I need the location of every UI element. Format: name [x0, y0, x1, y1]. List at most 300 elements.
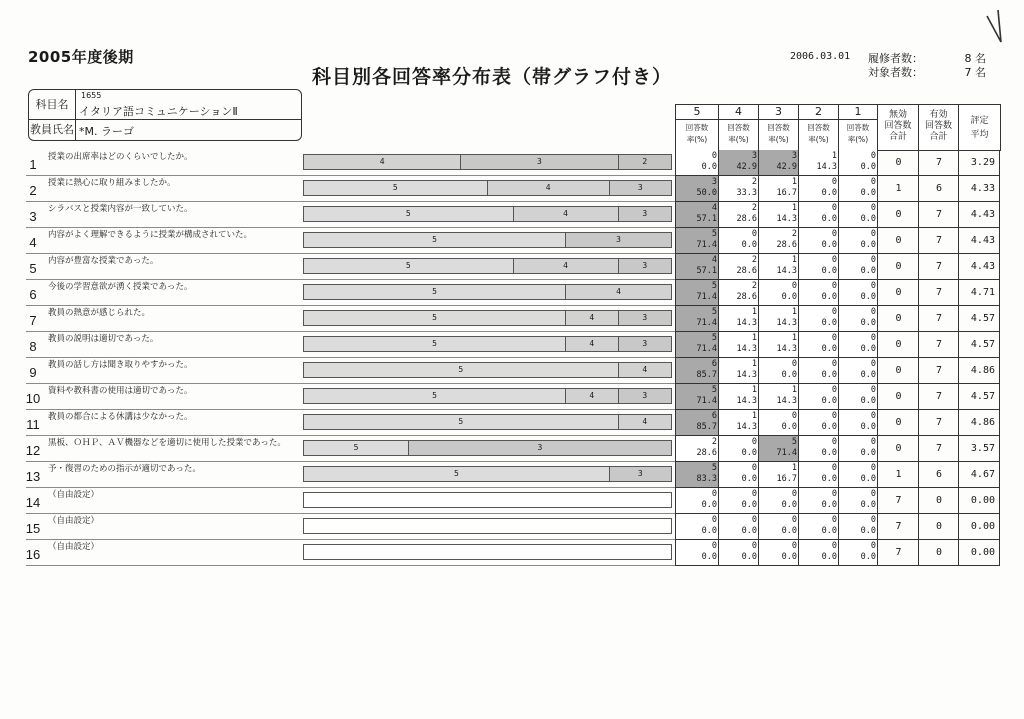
invalid-total: 0: [877, 436, 919, 462]
cell-score-1: [838, 436, 878, 462]
question-row: [26, 462, 676, 488]
invalid-total: 0: [877, 332, 919, 358]
rating-average: 4.57: [958, 332, 1000, 358]
response-rate: 0.0: [821, 500, 837, 510]
cell-score-3: [758, 254, 799, 280]
question-number: 9: [29, 365, 37, 380]
question-number: 12: [25, 443, 41, 458]
response-count: 3: [711, 177, 717, 187]
bar-segment-score-5: 5: [304, 285, 566, 299]
bar-segment-score-5: 5: [304, 337, 566, 351]
rate-label: 率(%): [728, 135, 749, 144]
cell-score-3: [758, 228, 799, 254]
response-count: 0: [791, 281, 797, 291]
question-row: [26, 280, 676, 306]
cell-score-5: [675, 254, 719, 280]
cell-score-2: [798, 410, 839, 436]
report-date: 2006.03.01: [790, 51, 851, 62]
response-count: 0: [870, 515, 876, 525]
valid-total: 0: [918, 488, 959, 514]
cell-score-2: [798, 436, 839, 462]
term-label: 2005年度後期: [28, 48, 134, 66]
cell-score-1: [838, 384, 878, 410]
invalid-total: 7: [877, 488, 919, 514]
question-number: 2: [29, 183, 37, 198]
cell-score-3: [758, 410, 799, 436]
cell-score-1: [838, 254, 878, 280]
response-count: 1: [751, 385, 757, 395]
column-header-rating: [958, 104, 1001, 151]
response-rate: 0.0: [860, 552, 876, 562]
cell-score-3: [758, 332, 799, 358]
response-count: 2: [751, 177, 757, 187]
question-number: 5: [29, 261, 37, 276]
cell-score-5: [675, 280, 719, 306]
response-rate: 85.7: [696, 422, 717, 432]
response-count: 5: [711, 333, 717, 343]
column-sub-label: [759, 120, 798, 146]
bar-segment-score-5: 5: [304, 181, 488, 195]
stacked-bar: [303, 336, 672, 352]
response-rate: 14.3: [776, 396, 797, 406]
response-rate: 14.3: [736, 370, 757, 380]
cell-score-4: [718, 228, 759, 254]
question-row: [26, 202, 676, 228]
question-text: 今後の学習意欲が湧く授業であった。: [48, 282, 193, 292]
valid-total: 7: [918, 358, 959, 384]
response-count: 5: [711, 229, 717, 239]
bar-segment-score-3: 3: [610, 181, 671, 195]
question-row: [26, 332, 676, 358]
cell-score-2: [798, 514, 839, 540]
question-text: 教員の話し方は聞き取りやすかった。: [48, 360, 193, 370]
response-count: 0: [711, 151, 717, 161]
response-count: 0: [791, 359, 797, 369]
count-label: 回答数: [807, 123, 830, 132]
question-text: 内容がよく理解できるように授業が構成されていた。: [48, 230, 253, 240]
response-rate: 14.3: [776, 318, 797, 328]
cell-score-5: [675, 488, 719, 514]
response-rate: 14.3: [776, 266, 797, 276]
question-number: 13: [25, 469, 41, 484]
response-rate: 0.0: [741, 552, 757, 562]
response-count: 0: [870, 255, 876, 265]
teacher-name: *M. ラーゴ: [79, 125, 134, 138]
stacked-bar: [303, 544, 672, 560]
response-count: 0: [791, 515, 797, 525]
question-row: [26, 410, 676, 436]
rating-average: 4.43: [958, 254, 1000, 280]
row-divider: [26, 565, 675, 566]
stacked-bar: [303, 258, 672, 274]
bar-segment-score-4: 4: [566, 311, 618, 325]
stacked-bar: [303, 206, 672, 222]
response-count: 1: [791, 255, 797, 265]
response-count: 4: [711, 255, 717, 265]
invalid-total: 0: [877, 254, 919, 280]
response-rate: 0.0: [860, 318, 876, 328]
response-count: 4: [711, 203, 717, 213]
response-count: 2: [791, 229, 797, 239]
stacked-bar: [303, 362, 672, 378]
bar-segment-score-3: 3: [619, 389, 671, 403]
rating-average: 4.43: [958, 202, 1000, 228]
rating-average: 4.57: [958, 306, 1000, 332]
response-rate: 28.6: [736, 292, 757, 302]
valid-total: 6: [918, 462, 959, 488]
cell-score-4: [718, 358, 759, 384]
invalid-total: 0: [877, 228, 919, 254]
bar-segment-score-5: 5: [304, 259, 514, 273]
header-line: 有効: [929, 110, 948, 120]
response-count: 0: [711, 541, 717, 551]
response-count: 0: [791, 411, 797, 421]
cell-score-3: [758, 150, 799, 176]
response-count: 0: [870, 281, 876, 291]
question-row: [26, 514, 676, 540]
response-rate: 0.0: [741, 474, 757, 484]
response-rate: 71.4: [696, 396, 717, 406]
question-text: 教員の都合による休講は少なかった。: [48, 412, 193, 422]
count-label: 回答数: [846, 123, 870, 132]
response-count: 0: [870, 385, 876, 395]
response-rate: 16.7: [776, 188, 797, 198]
valid-total: 7: [918, 384, 959, 410]
cell-score-5: [675, 462, 719, 488]
cell-score-3: [758, 202, 799, 228]
cell-score-2: [798, 358, 839, 384]
column-sub-label: [719, 120, 758, 146]
column-header-score-1: [838, 104, 878, 151]
response-count: 0: [751, 229, 757, 239]
question-text: 黒板、ＯＨＰ、ＡＶ機器などを適切に使用した授業であった。: [48, 438, 286, 448]
response-rate: 0.0: [741, 526, 757, 536]
bar-segment-score-4: 4: [619, 415, 671, 429]
count-label: 回答数: [685, 123, 709, 132]
response-rate: 0.0: [821, 422, 837, 432]
invalid-total: 1: [877, 462, 919, 488]
response-count: 0: [831, 307, 837, 317]
cell-score-5: [675, 228, 719, 254]
table-bottom-border: [675, 565, 1000, 566]
invalid-total: 7: [877, 514, 919, 540]
invalid-total: 0: [877, 202, 919, 228]
response-count: 0: [831, 255, 837, 265]
response-count: 5: [711, 281, 717, 291]
score-label: 4: [719, 105, 758, 120]
response-rate: 0.0: [821, 474, 837, 484]
question-text: 授業の出席率はどのくらいでしたか。: [48, 152, 193, 162]
invalid-total: 0: [877, 150, 919, 176]
question-text: 授業に熱心に取り組みましたか。: [48, 178, 176, 188]
response-count: 0: [751, 437, 757, 447]
cell-score-5: [675, 540, 719, 566]
column-header-score-5: [675, 104, 719, 151]
cell-score-5: [675, 150, 719, 176]
question-number: 1: [29, 157, 37, 172]
cell-score-2: [798, 540, 839, 566]
score-label: 2: [799, 105, 838, 120]
response-rate: 0.0: [860, 526, 876, 536]
response-count: 2: [711, 437, 717, 447]
column-header-score-4: [718, 104, 759, 151]
response-rate: 0.0: [701, 552, 717, 562]
response-rate: 71.4: [696, 344, 717, 354]
question-row: [26, 254, 676, 280]
response-rate: 14.3: [776, 344, 797, 354]
response-rate: 14.3: [736, 422, 757, 432]
question-row: [26, 176, 676, 202]
cell-score-3: [758, 384, 799, 410]
response-rate: 14.3: [736, 396, 757, 406]
rating-average: 4.86: [958, 358, 1000, 384]
question-row: [26, 150, 676, 176]
question-number: 14: [25, 495, 41, 510]
valid-total: 0: [918, 514, 959, 540]
response-count: 0: [870, 437, 876, 447]
response-count: 0: [831, 411, 837, 421]
response-count: 1: [751, 307, 757, 317]
bar-segment-score-3: 3: [619, 311, 671, 325]
response-rate: 71.4: [696, 318, 717, 328]
response-rate: 0.0: [860, 422, 876, 432]
response-count: 2: [751, 281, 757, 291]
cell-score-2: [798, 306, 839, 332]
teacher-label: 教員氏名: [29, 120, 76, 140]
response-count: 6: [711, 411, 717, 421]
cell-score-2: [798, 462, 839, 488]
rating-average: 4.67: [958, 462, 1000, 488]
cell-score-3: [758, 280, 799, 306]
response-rate: 0.0: [781, 552, 797, 562]
rating-average: 4.43: [958, 228, 1000, 254]
response-rate: 0.0: [701, 526, 717, 536]
bar-segment-score-3: 3: [619, 259, 671, 273]
response-count: 0: [831, 203, 837, 213]
cell-score-2: [798, 228, 839, 254]
column-sub-label: [676, 120, 718, 146]
bar-segment-score-3: 3: [409, 441, 671, 455]
response-count: 0: [791, 489, 797, 499]
question-text: （自由設定）: [48, 516, 100, 526]
cell-score-4: [718, 410, 759, 436]
rating-average: 3.29: [958, 150, 1000, 176]
response-count: 3: [791, 151, 797, 161]
response-count: 0: [791, 541, 797, 551]
column-header-invalid: [877, 104, 919, 151]
bar-segment-score-5: 5: [304, 363, 619, 377]
question-row: [26, 358, 676, 384]
target-value: 7 名: [964, 66, 986, 79]
response-rate: 0.0: [821, 266, 837, 276]
response-rate: 0.0: [821, 396, 837, 406]
response-count: 0: [751, 463, 757, 473]
response-count: 0: [831, 359, 837, 369]
cell-score-4: [718, 280, 759, 306]
response-rate: 0.0: [860, 214, 876, 224]
cell-score-3: [758, 488, 799, 514]
header-line: 合計: [929, 132, 948, 142]
question-text: 内容が豊富な授業であった。: [48, 256, 159, 266]
response-rate: 28.6: [736, 214, 757, 224]
cell-score-1: [838, 176, 878, 202]
response-count: 0: [831, 541, 837, 551]
question-number: 3: [29, 209, 37, 224]
question-number: 6: [29, 287, 37, 302]
response-rate: 0.0: [701, 500, 717, 510]
target-label: 対象者数：: [868, 66, 923, 79]
response-rate: 57.1: [696, 214, 717, 224]
cell-score-4: [718, 332, 759, 358]
cell-score-2: [798, 176, 839, 202]
stacked-bar: [303, 284, 672, 300]
response-rate: 0.0: [821, 214, 837, 224]
enrolled-value: 8 名: [964, 52, 986, 65]
response-count: 0: [870, 541, 876, 551]
response-rate: 0.0: [741, 448, 757, 458]
cell-score-4: [718, 202, 759, 228]
question-number: 10: [25, 391, 41, 406]
cell-score-4: [718, 306, 759, 332]
response-count: 5: [711, 463, 717, 473]
response-count: 0: [831, 281, 837, 291]
response-count: 0: [751, 515, 757, 525]
response-rate: 0.0: [821, 448, 837, 458]
rate-label: 率(%): [847, 135, 869, 144]
response-count: 1: [791, 203, 797, 213]
response-rate: 28.6: [776, 240, 797, 250]
cell-score-2: [798, 332, 839, 358]
rating-average: 0.00: [958, 514, 1000, 540]
rating-average: 0.00: [958, 488, 1000, 514]
rate-label: 率(%): [808, 135, 829, 144]
response-count: 1: [791, 307, 797, 317]
response-rate: 0.0: [781, 292, 797, 302]
rate-label: 率(%): [686, 135, 708, 144]
cell-score-5: [675, 514, 719, 540]
response-rate: 0.0: [821, 292, 837, 302]
question-text: 教員の説明は適切であった。: [48, 334, 159, 344]
cell-score-3: [758, 462, 799, 488]
count-label: 回答数: [767, 123, 790, 132]
response-rate: 0.0: [860, 448, 876, 458]
invalid-total: 1: [877, 176, 919, 202]
response-rate: 16.7: [776, 474, 797, 484]
response-count: 0: [870, 177, 876, 187]
response-rate: 14.3: [816, 162, 837, 172]
response-rate: 57.1: [696, 266, 717, 276]
response-rate: 0.0: [860, 188, 876, 198]
rating-average: 4.71: [958, 280, 1000, 306]
question-text: 教員の熱意が感じられた。: [48, 308, 151, 318]
response-rate: 0.0: [860, 162, 876, 172]
response-rate: 0.0: [701, 162, 717, 172]
response-count: 0: [831, 489, 837, 499]
cell-score-2: [798, 254, 839, 280]
response-rate: 33.3: [736, 188, 757, 198]
response-count: 0: [751, 541, 757, 551]
column-sub-label: [799, 120, 838, 146]
cell-score-1: [838, 488, 878, 514]
bar-segment-score-3: 3: [461, 155, 618, 169]
response-rate: 0.0: [821, 318, 837, 328]
response-rate: 0.0: [860, 266, 876, 276]
cell-score-4: [718, 436, 759, 462]
course-code: 1655: [81, 91, 102, 100]
cell-score-5: [675, 358, 719, 384]
cell-score-5: [675, 332, 719, 358]
cell-score-1: [838, 306, 878, 332]
question-text: （自由設定）: [48, 490, 100, 500]
cell-score-3: [758, 436, 799, 462]
valid-total: 7: [918, 306, 959, 332]
header-line: 平均: [970, 130, 989, 140]
response-rate: 85.7: [696, 370, 717, 380]
response-rate: 42.9: [736, 162, 757, 172]
response-rate: 0.0: [821, 240, 837, 250]
bar-segment-score-5: 5: [304, 233, 566, 247]
bar-segment-score-4: 4: [488, 181, 610, 195]
count-label: 回答数: [727, 123, 750, 132]
score-label: 3: [759, 105, 798, 120]
cell-score-3: [758, 176, 799, 202]
stacked-bar: [303, 414, 672, 430]
cell-score-3: [758, 514, 799, 540]
response-rate: 0.0: [860, 500, 876, 510]
question-text: （自由設定）: [48, 542, 100, 552]
cell-score-4: [718, 254, 759, 280]
response-rate: 0.0: [821, 370, 837, 380]
valid-total: 7: [918, 436, 959, 462]
response-rate: 14.3: [736, 344, 757, 354]
response-rate: 0.0: [860, 240, 876, 250]
response-count: 1: [751, 359, 757, 369]
question-text: シラバスと授業内容が一致していた。: [48, 204, 193, 214]
response-rate: 83.3: [696, 474, 717, 484]
cell-score-3: [758, 540, 799, 566]
question-text: 資料や教科書の使用は適切であった。: [48, 386, 193, 396]
page-title: 科目別各回答率分布表（帯グラフ付き）: [312, 66, 673, 88]
enrolled-label: 履修者数：: [868, 52, 923, 65]
cell-score-2: [798, 150, 839, 176]
response-count: 0: [870, 333, 876, 343]
response-rate: 0.0: [821, 552, 837, 562]
response-count: 1: [791, 385, 797, 395]
bar-segment-score-3: 3: [610, 467, 671, 481]
response-count: 0: [711, 515, 717, 525]
cell-score-1: [838, 540, 878, 566]
stacked-bar: [303, 154, 672, 170]
response-rate: 71.4: [696, 240, 717, 250]
cell-score-4: [718, 384, 759, 410]
response-rate: 0.0: [821, 344, 837, 354]
valid-total: 7: [918, 332, 959, 358]
question-number: 4: [29, 235, 37, 250]
response-rate: 0.0: [821, 526, 837, 536]
invalid-total: 0: [877, 306, 919, 332]
response-count: 0: [831, 463, 837, 473]
question-row: [26, 306, 676, 332]
response-count: 0: [831, 229, 837, 239]
bar-segment-score-5: 5: [304, 467, 610, 481]
response-count: 3: [751, 151, 757, 161]
response-count: 0: [831, 333, 837, 343]
cell-score-2: [798, 384, 839, 410]
check-mark-icon: [985, 8, 1015, 48]
response-rate: 0.0: [860, 474, 876, 484]
cell-score-5: [675, 410, 719, 436]
valid-total: 6: [918, 176, 959, 202]
